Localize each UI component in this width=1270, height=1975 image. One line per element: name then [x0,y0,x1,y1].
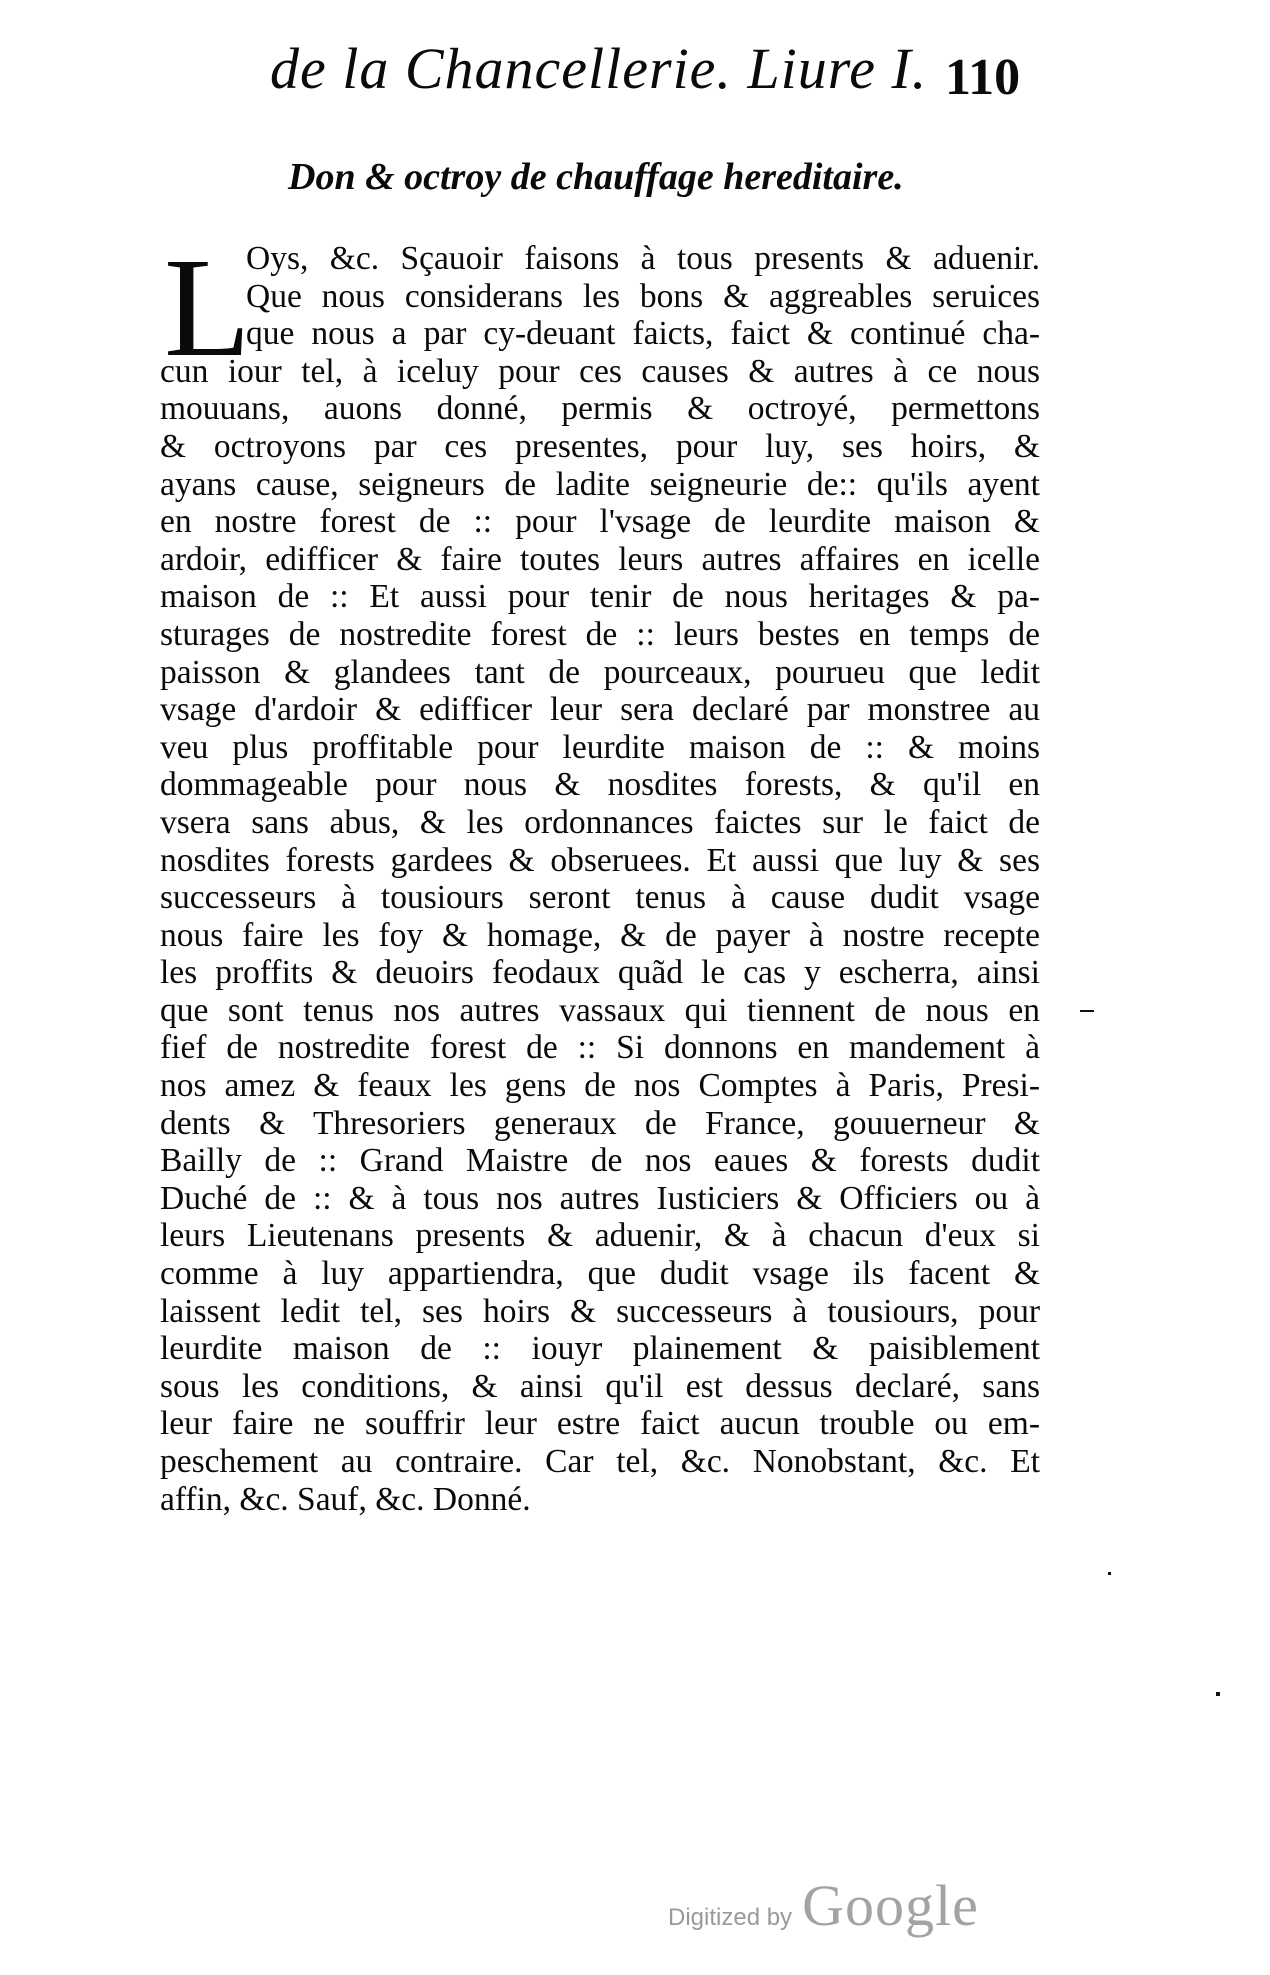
text-line: Que nous considerans les bons & aggreables seruices [246,277,1040,315]
text-line: & octroyons par ces presentes, pour luy, ses hoirs, & [160,427,1040,465]
stray-mark [1108,1572,1111,1575]
text-line: dents & Thresoriers generaux de France, gouuerneur & [160,1104,1040,1142]
text-line: nos amez & feaux les gens de nos Comptes à Paris, Presi- [160,1067,1040,1105]
section-title: Don & octroy de chauffage hereditaire. [288,156,904,198]
body-text [160,240,1040,1518]
text-line: veu plus proffitable pour leurdite maison de :: & moins [160,728,1040,766]
text-line: affin, &c. Sauf, &c. Donné. [160,1480,531,1518]
text-line: en nostre forest de :: pour l'vsage de leurdite maison & [160,503,1040,541]
google-logo: Google [802,1873,979,1938]
text-line: leur faire ne souffrir leur estre faict aucun trouble ou em- [160,1405,1040,1443]
stray-mark [1080,1010,1094,1012]
text-line: dommageable pour nous & nosdites forests, & qu'il en [160,766,1040,804]
stray-mark [1216,1692,1220,1696]
page-number: 110 [945,49,1021,106]
text-line: les proffits & deuoirs feodaux quãd le cas y escherra, ainsi [160,954,1040,992]
text-line: Oys, &c. Sçauoir faisons à tous presents & aduenir. [246,240,1040,277]
text-line: ardoir, edifficer & faire toutes leurs autres affaires en icelle [160,540,1040,578]
text-line: cun iour tel, à iceluy pour ces causes & autres à ce nous [160,352,1040,390]
text-line: sous les conditions, & ainsi qu'il est dessus declaré, sans [160,1367,1040,1405]
text-line: maison de :: Et aussi pour tenir de nous heritages & pa- [160,578,1040,616]
digitized-by-google-watermark [668,1872,979,1939]
text-line: leurdite maison de :: iouyr plainement & paisiblement [160,1330,1040,1368]
text-line: peschement au contraire. Car tel, &c. Nonobstant, &c. Et [160,1443,1040,1480]
text-line: paisson & glandees tant de pourceaux, pourueu que ledit [160,653,1040,691]
text-line: leurs Lieutenans presents & aduenir, & à chacun d'eux si [160,1217,1040,1255]
running-title: de la Chancellerie. Liure I. [270,36,928,101]
text-line: vsage d'ardoir & edifficer leur sera declaré par monstree au [160,691,1040,729]
text-line: vsera sans abus, & les ordonnances faictes sur le faict de [160,803,1040,841]
text-line: Bailly de :: Grand Maistre de nos eaues & forests dudit [160,1142,1040,1180]
drop-cap: L [164,228,251,386]
text-line: comme à luy appartiendra, que dudit vsage ils facent & [160,1255,1040,1293]
text-line: laissent ledit tel, ses hoirs & successeurs à tousiours, pour [160,1292,1040,1330]
text-line: nosdites forests gardees & obseruees. Et aussi que luy & ses [160,841,1040,879]
text-line: fief de nostredite forest de :: Si donnons en mandement à [160,1029,1040,1067]
text-line: sturages de nostredite forest de :: leurs bestes en temps de [160,615,1040,653]
text-line: que nous a par cy-deuant faicts, faict & continué cha- [246,315,1040,353]
watermark-prefix: Digitized by [668,1904,793,1931]
text-line: Duché de :: & à tous nos autres Iusticiers & Officiers ou à [160,1179,1040,1217]
text-line: successeurs à tousiours seront tenus à cause dudit vsage [160,879,1040,917]
text-line: que sont tenus nos autres vassaux qui tiennent de nous en [160,991,1040,1029]
text-line: nous faire les foy & homage, & de payer à nostre recepte [160,916,1040,954]
text-line: ayans cause, seigneurs de ladite seigneurie de:: qu'ils ayent [160,465,1040,503]
text-line: mouuans, auons donné, permis & octroyé, permettons [160,390,1040,428]
